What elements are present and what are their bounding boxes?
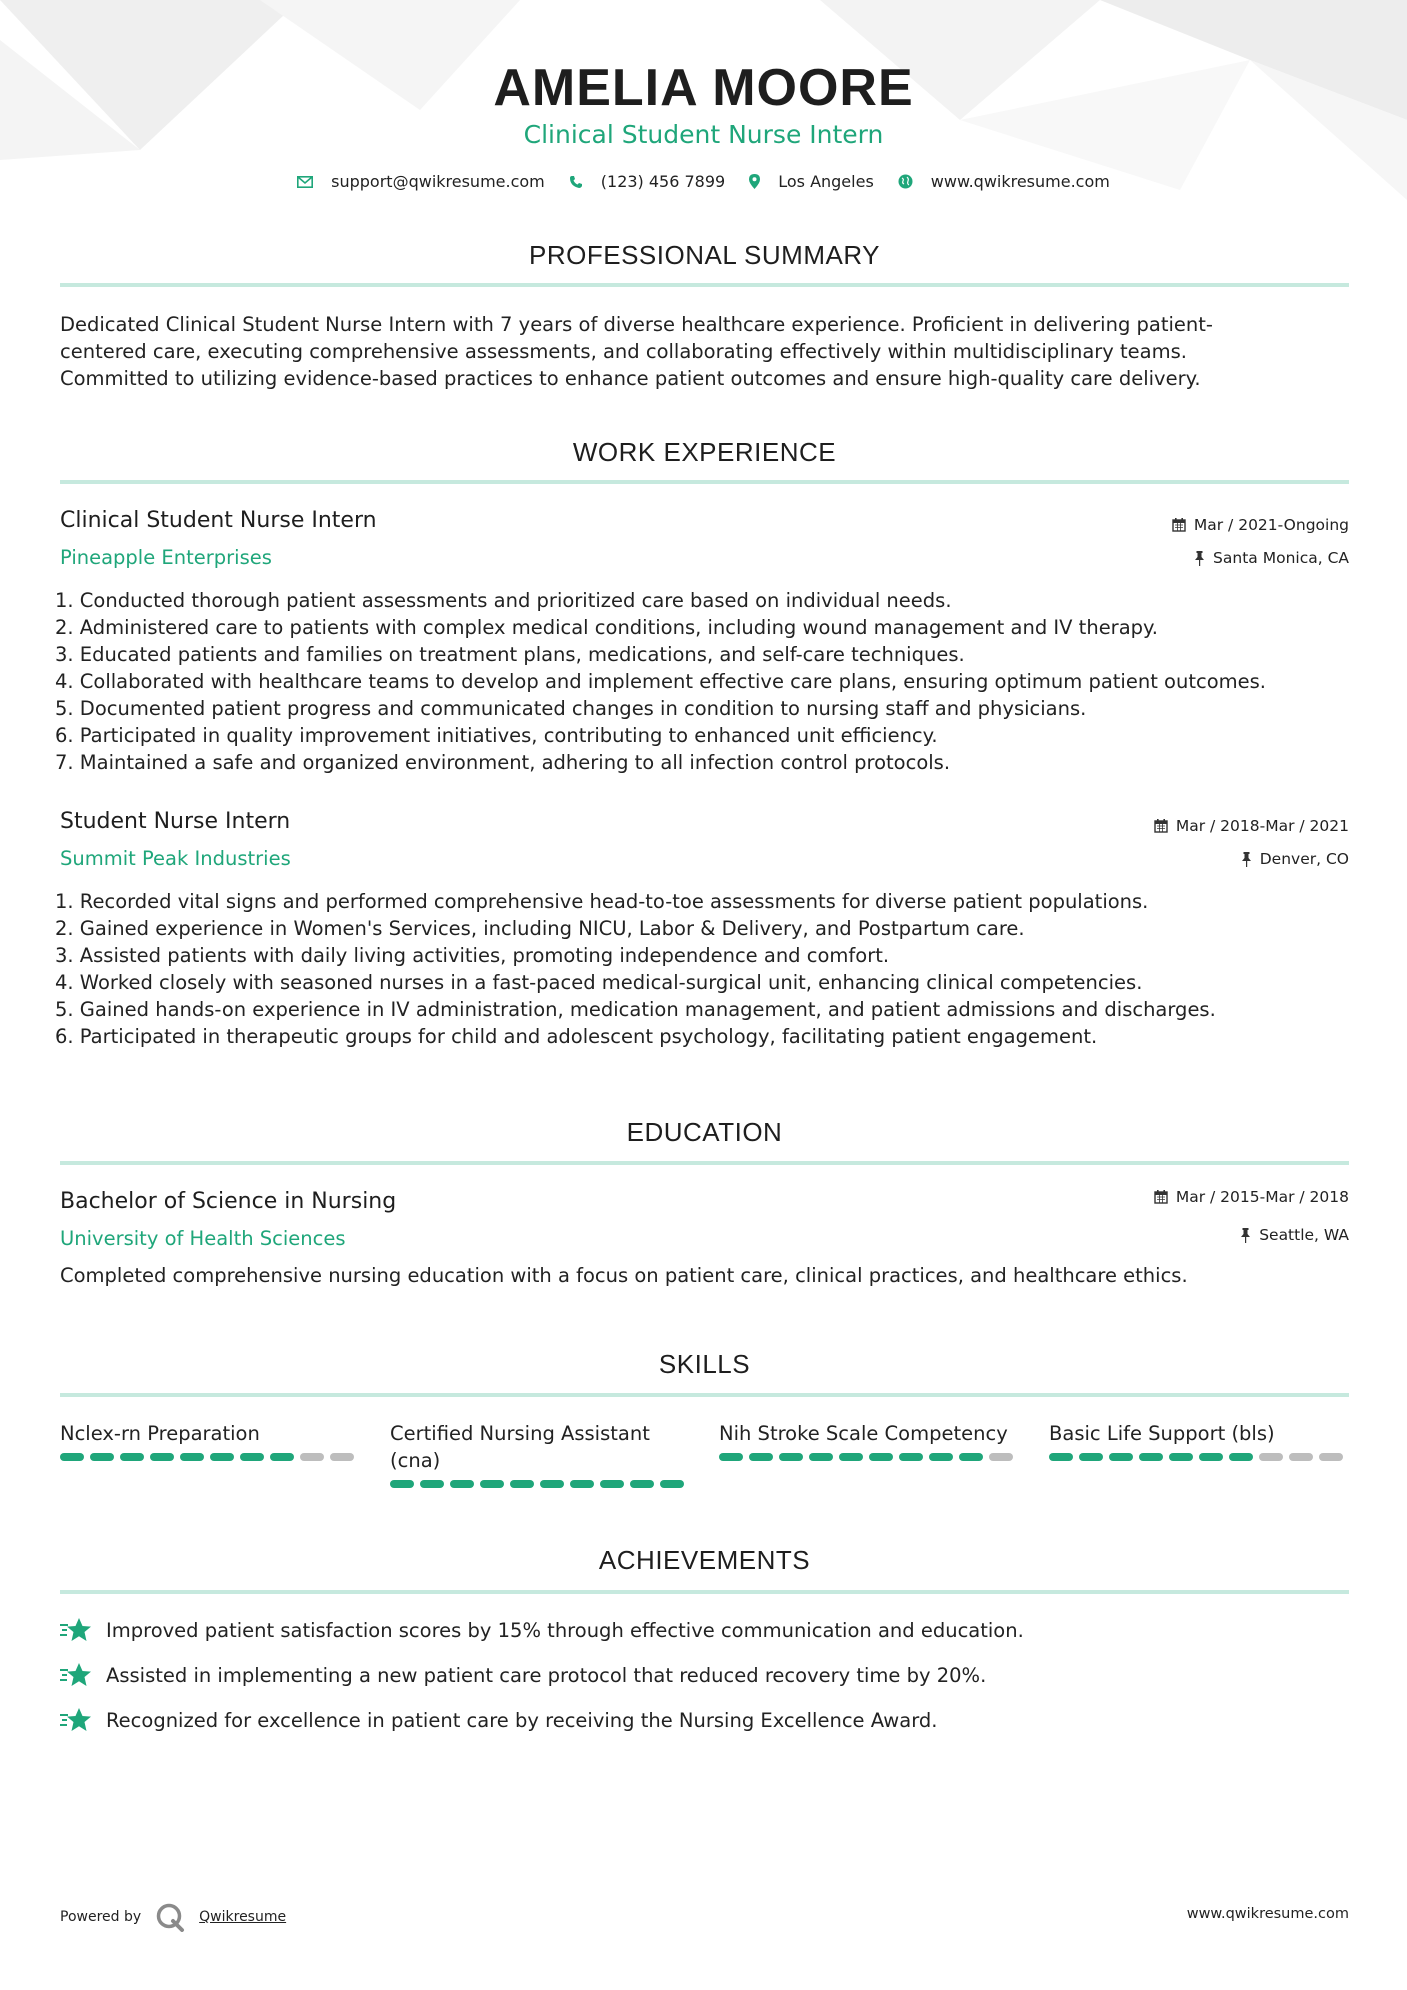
school-name: University of Health Sciences <box>60 1227 346 1250</box>
qwikresume-logo-icon <box>155 1902 185 1932</box>
contact-phone[interactable] <box>569 172 725 191</box>
skill-segment-empty <box>989 1453 1013 1461</box>
job-location-text: Santa Monica, CA <box>1213 549 1349 567</box>
map-pin-icon <box>749 174 760 189</box>
award-star-icon <box>60 1662 92 1688</box>
education-location <box>1240 1226 1349 1244</box>
skill-segment-filled <box>240 1453 264 1461</box>
skill-segment-filled <box>150 1453 174 1461</box>
award-star-icon <box>60 1617 92 1643</box>
award-star-icon <box>60 1707 92 1733</box>
achievement-text: Assisted in implementing a new patient care protocol that reduced recovery time by 20%. <box>106 1663 987 1687</box>
job-company: Pineapple Enterprises <box>60 546 272 569</box>
skill-segment-filled <box>480 1480 504 1488</box>
website-text: www.qwikresume.com <box>930 172 1110 191</box>
education-heading: EDUCATION <box>626 1117 783 1147</box>
duty-item: 5. Gained hands-on experience in IV administration, medication management, and patient admissions and discharges. <box>55 998 1216 1021</box>
duty-item: 3. Assisted patients with daily living activities, promoting independence and comfort. <box>55 944 890 967</box>
phone-icon <box>569 175 583 189</box>
job-dates <box>1154 817 1349 835</box>
skill-segment-filled <box>120 1453 144 1461</box>
skills-heading: SKILLS <box>658 1349 751 1379</box>
duty-item: 3. Educated patients and families on treatment plans, medications, and self-care techniques. <box>55 643 965 666</box>
summary-heading: PROFESSIONAL SUMMARY <box>529 240 880 270</box>
duty-item: 5. Documented patient progress and communicated changes in condition to nursing staff and physicians. <box>55 697 1087 720</box>
skill-segment-empty <box>1259 1453 1283 1461</box>
duty-item: 2. Administered care to patients with complex medical conditions, including wound management and IV therapy. <box>55 616 1158 639</box>
skills-divider <box>60 1393 1349 1397</box>
skill-level-bar <box>719 1453 1019 1461</box>
skill-segment-filled <box>1049 1453 1073 1461</box>
skill-segment-filled <box>1229 1453 1253 1461</box>
skill-segment-filled <box>749 1453 773 1461</box>
job-title: Clinical Student Nurse Intern <box>60 508 377 533</box>
summary-line: Committed to utilizing evidence-based practices to enhance patient outcomes and ensure high-quality care delivery. <box>60 367 1201 390</box>
envelope-icon <box>297 176 313 188</box>
skill-segment-filled <box>929 1453 953 1461</box>
candidate-role: Clinical Student Nurse Intern <box>523 120 884 149</box>
skill-segment-filled <box>899 1453 923 1461</box>
achievement-item <box>60 1707 937 1733</box>
education-dates-text: Mar / 2015-Mar / 2018 <box>1175 1188 1349 1206</box>
skill-segment-filled <box>180 1453 204 1461</box>
skill-segment-filled <box>839 1453 863 1461</box>
skill-name: Basic Life Support (bls) <box>1049 1422 1275 1445</box>
duty-item: 6. Participated in quality improvement initiatives, contributing to enhanced unit efficiency. <box>55 724 938 747</box>
job-dates-text: Mar / 2021-Ongoing <box>1193 516 1349 534</box>
skill-segment-empty <box>1289 1453 1313 1461</box>
skill-segment-filled <box>1109 1453 1133 1461</box>
skill-name: Nclex-rn Preparation <box>60 1422 260 1445</box>
powered-by-label: Powered by <box>60 1909 142 1925</box>
qwikresume-link[interactable]: Qwikresume <box>199 1909 287 1925</box>
job-location-text: Denver, CO <box>1259 850 1349 868</box>
skill-segment-empty <box>330 1453 354 1461</box>
summary-divider <box>60 283 1349 287</box>
summary-line: Dedicated Clinical Student Nurse Intern with 7 years of diverse healthcare experience. Proficient in delivering patient- <box>60 313 1213 336</box>
achievement-item <box>60 1617 1024 1643</box>
skill-segment-filled <box>570 1480 594 1488</box>
achievements-divider <box>60 1590 1349 1594</box>
skill-segment-filled <box>270 1453 294 1461</box>
job-duties <box>55 587 1355 776</box>
skill-segment-empty <box>1319 1453 1343 1461</box>
job-location <box>1241 850 1349 868</box>
skill-segment-filled <box>959 1453 983 1461</box>
contact-website[interactable] <box>898 172 1110 191</box>
skill-segment-filled <box>510 1480 534 1488</box>
duty-item: 4. Collaborated with healthcare teams to develop and implement effective care plans, ensuring optimum patient outcomes. <box>55 670 1266 693</box>
achievement-text: Recognized for excellence in patient care by receiving the Nursing Excellence Award. <box>106 1708 938 1732</box>
skill-segment-filled <box>1079 1453 1103 1461</box>
experience-heading: WORK EXPERIENCE <box>572 437 837 467</box>
skill-segment-filled <box>600 1480 624 1488</box>
skill-item <box>390 1420 690 1488</box>
summary-line: centered care, executing comprehensive assessments, and collaborating effectively within multidisciplinary teams. <box>60 340 1187 363</box>
achievement-item <box>60 1662 986 1688</box>
experience-divider <box>60 480 1349 484</box>
skill-item <box>60 1420 360 1461</box>
duty-item: 2. Gained experience in Women's Services, including NICU, Labor & Delivery, and Postpartum care. <box>55 917 1025 940</box>
education-divider <box>60 1161 1349 1165</box>
skill-item <box>1049 1420 1349 1461</box>
pushpin-icon <box>1194 551 1205 566</box>
job-company: Summit Peak Industries <box>60 847 291 870</box>
email-text: support@qwikresume.com <box>331 172 545 191</box>
achievement-text: Improved patient satisfaction scores by 15% through effective communication and education. <box>106 1618 1024 1642</box>
skill-segment-filled <box>450 1480 474 1488</box>
phone-text: (123) 456 7899 <box>600 172 726 191</box>
skill-item <box>719 1420 1019 1461</box>
skill-segment-filled <box>60 1453 84 1461</box>
skill-segment-filled <box>210 1453 234 1461</box>
job-title: Student Nurse Intern <box>60 809 291 834</box>
job-dates-text: Mar / 2018-Mar / 2021 <box>1175 817 1349 835</box>
contact-bar <box>0 172 1407 191</box>
degree-title: Bachelor of Science in Nursing <box>60 1189 397 1214</box>
contact-email[interactable] <box>297 172 545 191</box>
skill-segment-filled <box>719 1453 743 1461</box>
skill-segment-filled <box>1199 1453 1223 1461</box>
skill-level-bar <box>60 1453 360 1461</box>
education-dates <box>1154 1188 1349 1206</box>
education-description: Completed comprehensive nursing education with a focus on patient care, clinical practices, and healthcare ethics. <box>60 1264 1188 1287</box>
pushpin-icon <box>1240 1228 1251 1243</box>
job-location <box>1194 549 1349 567</box>
footer-website[interactable]: www.qwikresume.com <box>1186 1906 1349 1922</box>
skill-segment-filled <box>1139 1453 1163 1461</box>
skill-segment-filled <box>420 1480 444 1488</box>
calendar-icon <box>1154 819 1168 833</box>
education-location-text: Seattle, WA <box>1259 1226 1349 1244</box>
duty-item: 6. Participated in therapeutic groups for child and adolescent psychology, facilitating patient engagement. <box>55 1025 1098 1048</box>
skill-segment-filled <box>630 1480 654 1488</box>
duty-item: 7. Maintained a safe and organized environment, adhering to all infection control protocols. <box>55 751 951 774</box>
skill-level-bar <box>1049 1453 1349 1461</box>
duty-item: 1. Conducted thorough patient assessments and prioritized care based on individual needs. <box>55 589 952 612</box>
skill-segment-filled <box>390 1480 414 1488</box>
skill-segment-filled <box>90 1453 114 1461</box>
contact-location <box>749 172 874 191</box>
job-duties <box>55 888 1355 1050</box>
skill-segment-filled <box>660 1480 684 1488</box>
pushpin-icon <box>1241 852 1252 867</box>
skill-segment-filled <box>869 1453 893 1461</box>
footer-powered-by <box>60 1902 286 1932</box>
candidate-name: AMELIA MOORE <box>493 59 914 117</box>
calendar-icon <box>1172 518 1186 532</box>
globe-icon <box>898 174 913 189</box>
job-dates <box>1172 516 1349 534</box>
skill-level-bar <box>390 1480 690 1488</box>
achievements-heading: ACHIEVEMENTS <box>598 1545 811 1575</box>
location-text: Los Angeles <box>778 172 874 191</box>
skill-segment-empty <box>300 1453 324 1461</box>
duty-item: 1. Recorded vital signs and performed comprehensive head-to-toe assessments for diverse patient populations. <box>55 890 1149 913</box>
calendar-icon <box>1154 1190 1168 1204</box>
skill-name: Certified Nursing Assistant (cna) <box>390 1422 650 1472</box>
duty-item: 4. Worked closely with seasoned nurses in a fast-paced medical-surgical unit, enhancing clinical competencies. <box>55 971 1143 994</box>
skill-segment-filled <box>540 1480 564 1488</box>
skill-segment-filled <box>1169 1453 1193 1461</box>
skill-segment-filled <box>809 1453 833 1461</box>
skill-segment-filled <box>779 1453 803 1461</box>
summary-text <box>60 311 1349 392</box>
skill-name: Nih Stroke Scale Competency <box>719 1422 1008 1445</box>
